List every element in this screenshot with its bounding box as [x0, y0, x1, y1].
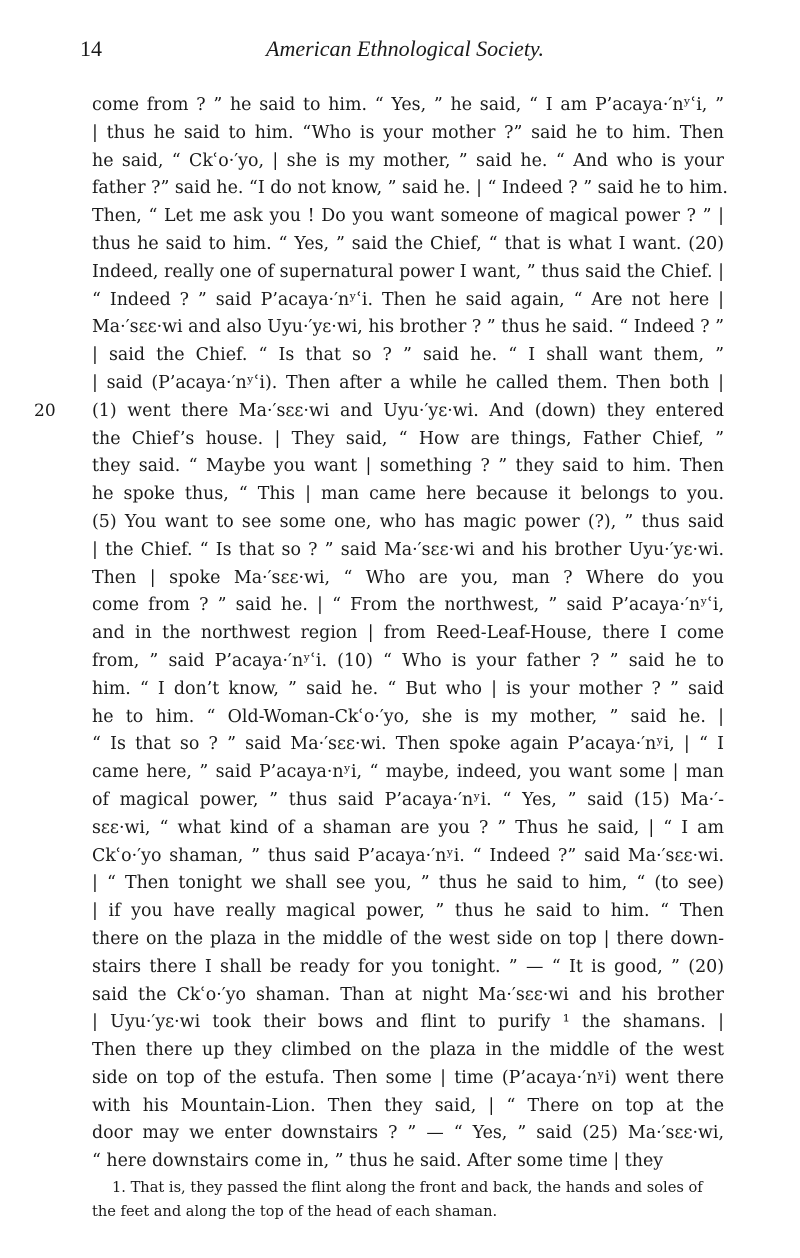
line-text: | thus he said to him. “Who is your mother ?” said he to him. Then — [92, 122, 724, 143]
page-header — [80, 36, 730, 66]
line-text: “ Is that so ? ” said Ma·′sɛɛ·wi. Then spoke again P’acaya·′nʸi, | “ I — [92, 734, 724, 755]
text-line — [92, 898, 724, 926]
line-number: 20 — [34, 400, 56, 421]
line-text: | if you have really magical power, ” thus he said to him. “ Then — [92, 901, 724, 922]
line-text: side on top of the estufa. Then some | time (P’acaya·′nʸi) went there — [92, 1067, 724, 1088]
text-line — [92, 676, 724, 704]
text-line — [92, 537, 724, 565]
text-line — [92, 759, 724, 787]
line-text: he said, “ Ckʿo·′yo, | she is my mother, ” said he. “ And who is your — [92, 150, 724, 171]
footnote-line: 1. That is, they passed the flint along the front and back, the hands and soles of — [112, 1179, 703, 1196]
line-text: there on the plaza in the middle of the west side on top | there down- — [92, 928, 724, 949]
text-line — [92, 426, 724, 454]
text-line — [92, 148, 724, 176]
line-text: with his Mountain-Lion. Then they said, | “ There on top at the — [92, 1095, 724, 1116]
text-line — [92, 203, 724, 231]
text-line — [92, 342, 724, 370]
text-line — [92, 1148, 724, 1176]
line-text: door may we enter downstairs ? ” — “ Yes, ” said (25) Ma·′sɛɛ·wi, — [92, 1123, 724, 1144]
line-text: he to him. “ Old-Woman-Ckʿo·′yo, she is my mother, ” said he. | — [92, 706, 724, 727]
line-text: | the Chief. “ Is that so ? ” said Ma·′sɛɛ·wi and his brother Uyu·′yɛ·wi. — [92, 539, 724, 560]
text-line — [92, 1037, 724, 1065]
line-text: come from ? ” he said to him. “ Yes, ” he said, “ I am P’acaya·′nʸʿi, ” — [92, 95, 724, 115]
line-text: | said the Chief. “ Is that so ? ” said he. “ I shall want them, ” — [92, 345, 724, 366]
text-line — [92, 231, 724, 259]
text-line — [92, 704, 724, 732]
line-text: him. “ I don’t know, ” said he. “ But who | is your mother ? ” said — [92, 678, 724, 699]
line-text: and in the northwest region | from Reed-Leaf-House, there I come — [92, 623, 724, 644]
line-text: Then | spoke Ma·′sɛɛ·wi, “ Who are you, man ? Where do you — [92, 567, 724, 588]
text-line — [92, 175, 728, 203]
text-line — [92, 870, 724, 898]
page-number: 14 — [80, 36, 102, 61]
text-line — [92, 92, 724, 120]
line-text: said the Ckʿo·′yo shaman. Than at night Ma·′sɛɛ·wi and his brother — [92, 984, 724, 1005]
line-text: stairs there I shall be ready for you tonight. ” — “ It is good, ” (20) — [92, 956, 724, 977]
text-line — [92, 1093, 724, 1121]
line-text: “ here downstairs come in, ” thus he said. After some time | they — [92, 1151, 664, 1172]
text-line — [92, 287, 724, 315]
line-text: (5) You want to see some one, who has magic power (?), ” thus said — [92, 511, 724, 532]
line-text: come from ? ” said he. | “ From the northwest, ” said P’acaya·′nʸʿi, — [92, 595, 724, 616]
line-text: Indeed, really one of supernatural power I want, ” thus said the Chief. | — [92, 261, 724, 282]
line-text: | Uyu·′yɛ·wi took their bows and flint to purify ¹ the shamans. | — [92, 1012, 724, 1033]
line-text: came here, ” said P’acaya·nʸi, “ maybe, indeed, you want some | man — [92, 762, 724, 783]
body-text — [34, 92, 728, 1176]
line-text: Ma·′sɛɛ·wi and also Uyu·′yɛ·wi, his brother ? ” thus he said. “ Indeed ? ” — [92, 317, 724, 338]
footnote — [92, 1176, 724, 1224]
text-line — [92, 259, 724, 287]
line-text: sɛɛ·wi, “ what kind of a shaman are you ? ” Thus he said, | “ I am — [92, 817, 724, 838]
line-text: (1) went there Ma·′sɛɛ·wi and Uyu·′yɛ·wi. And (down) they entered — [92, 400, 724, 421]
text-line — [92, 1065, 724, 1093]
text-line — [92, 815, 724, 843]
line-text: thus he said to him. “ Yes, ” said the Chief, “ that is what I want. (20) — [92, 233, 724, 254]
text-line — [92, 314, 724, 342]
text-line — [92, 926, 724, 954]
line-text: of magical power, ” thus said P’acaya·′nʸi. “ Yes, ” said (15) Ma·′- — [92, 789, 724, 810]
text-line — [92, 620, 724, 648]
line-text: they said. “ Maybe you want | something ? ” they said to him. Then — [92, 456, 724, 477]
line-text: “ Indeed ? ” said P’acaya·′nʸʿi. Then he said again, “ Are not here | — [92, 289, 724, 310]
text-line — [92, 481, 724, 509]
text-line — [92, 648, 724, 676]
line-text: | said (P’acaya·′nʸʿi). Then after a while he called them. Then both | — [92, 372, 724, 393]
line-text: Then there up they climbed on the plaza in the middle of the west — [92, 1040, 724, 1061]
line-text: Ckʿo·′yo shaman, ” thus said P’acaya·′nʸi. “ Indeed ?” said Ma·′sɛɛ·wi. — [92, 845, 724, 866]
running-head: American Ethnological Society. — [266, 36, 544, 61]
text-line — [92, 453, 724, 481]
line-text: Then, “ Let me ask you ! Do you want someone of magical power ? ” | — [92, 206, 724, 227]
text-line — [92, 120, 724, 148]
text-line — [92, 843, 724, 871]
text-line — [92, 370, 724, 398]
text-line — [92, 1120, 724, 1148]
text-line — [92, 982, 724, 1010]
text-line — [92, 731, 724, 759]
text-line — [92, 592, 724, 620]
text-line — [92, 509, 724, 537]
line-text: the Chief’s house. | They said, “ How are things, Father Chief, ” — [92, 428, 724, 449]
text-line — [92, 565, 724, 593]
text-line — [34, 398, 724, 426]
line-text: he spoke thus, “ This | man came here because it belongs to you. — [92, 484, 724, 505]
line-text: | “ Then tonight we shall see you, ” thus he said to him, “ (to see) — [92, 873, 724, 894]
line-text: father ?” said he. “I do not know, ” said he. | “ Indeed ? ” said he to him. — [92, 178, 728, 199]
footnote-line: the feet and along the top of the head of each shaman. — [92, 1203, 498, 1220]
text-line — [92, 1009, 724, 1037]
line-text: from, ” said P’acaya·′nʸʿi. (10) “ Who is your father ? ” said he to — [92, 650, 724, 671]
text-line — [92, 787, 724, 815]
text-line — [92, 954, 724, 982]
